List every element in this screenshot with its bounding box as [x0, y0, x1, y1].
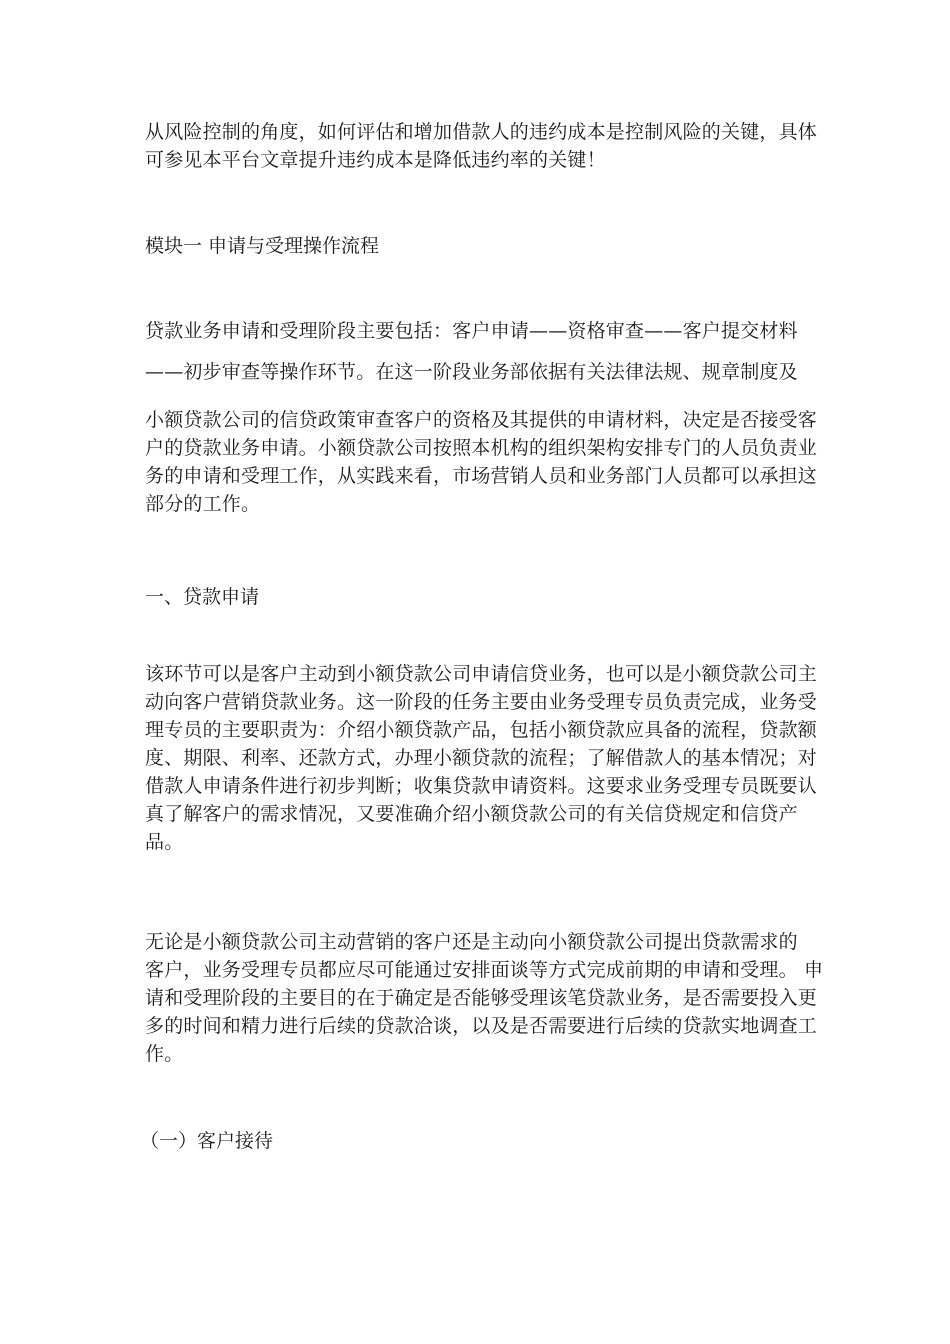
section1-paragraph-1	[145, 660, 818, 856]
text-line: 从风险控制的角度，如何评估和增加借款人的违约成本是控制风险的关键，具体	[145, 121, 818, 143]
text-line: 品。	[145, 831, 184, 853]
module-heading: 模块一 申请与受理操作流程	[145, 235, 380, 257]
text-line: 多的时间和精力进行后续的贷款洽谈，以及是否需要进行后续的贷款实地调查工	[145, 1015, 818, 1037]
section-heading: 一、贷款申请	[145, 586, 260, 608]
text-line: 作。	[145, 1043, 184, 1065]
text-line: 贷款业务申请和受理阶段主要包括：客户申请——资格审查——客户提交材料	[145, 320, 798, 342]
text-line: 真了解客户的需求情况，又要准确介绍小额贷款公司的有关信贷规定和信贷产	[145, 803, 798, 825]
text-line: 请和受理阶段的主要目的在于确定是否能够受理该笔贷款业务，是否需要投入更	[145, 987, 818, 1009]
text-line: 无论是小额贷款公司主动营销的客户还是主动向小额贷款公司提出贷款需求的	[145, 931, 798, 953]
text-line: 动向客户营销贷款业务。这一阶段的任务主要由业务受理专员负责完成，业务受	[145, 691, 818, 713]
overview-paragraph	[145, 406, 818, 518]
section1-paragraph-2	[145, 928, 824, 1068]
text-line: 度、期限、利率、还款方式，办理小额贷款的流程；了解借款人的基本情况；对	[145, 747, 818, 769]
intro-paragraph	[145, 118, 818, 174]
text-line: ——初步审查等操作环节。在这一阶段业务部依据有关法律法规、规章制度及	[145, 361, 798, 383]
text-line: 客户，业务受理专员都应尽可能通过安排面谈等方式完成前期的申请和受理。 申	[145, 959, 824, 981]
subsection-heading: （一）客户接待	[140, 1130, 274, 1152]
overview-line-2	[145, 358, 810, 386]
overview-line-1	[145, 317, 810, 345]
text-line: 务的申请和受理工作，从实践来看，市场营销人员和业务部门人员都可以承担这	[145, 465, 818, 487]
text-line: 该环节可以是客户主动到小额贷款公司申请信贷业务，也可以是小额贷款公司主	[145, 663, 818, 685]
text-line: 部分的工作。	[145, 493, 261, 515]
text-line: 可参见本平台文章提升违约成本是降低违约率的关键！	[145, 149, 606, 171]
text-line: 小额贷款公司的信贷政策审查客户的资格及其提供的申请材料，决定是否接受客	[145, 409, 818, 431]
text-line: 理专员的主要职责为：介绍小额贷款产品，包括小额贷款应具备的流程，贷款额	[145, 719, 818, 741]
text-line: 户的贷款业务申请。小额贷款公司按照本机构的组织架构安排专门的人员负责业	[145, 437, 818, 459]
text-line: 借款人申请条件进行初步判断；收集贷款申请资料。这要求业务受理专员既要认	[145, 775, 818, 797]
